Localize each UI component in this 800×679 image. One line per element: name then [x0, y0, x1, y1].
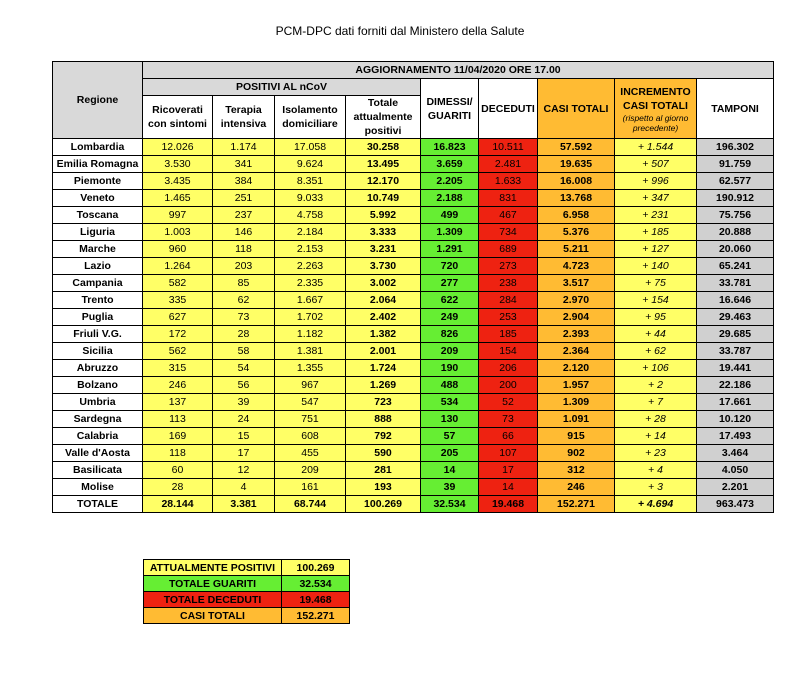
cell-casi-totali: 16.008	[538, 173, 615, 190]
cell-deceduti: 734	[479, 224, 538, 241]
header-terapia: Terapia intensiva	[213, 96, 275, 139]
cell-ricoverati: 582	[143, 275, 213, 292]
table-row	[53, 139, 774, 156]
cell-deceduti: 73	[479, 411, 538, 428]
cell-dimessi: 205	[421, 445, 479, 462]
cell-deceduti: 52	[479, 394, 538, 411]
header-incremento	[615, 79, 697, 139]
cell-totale-positivi: 590	[346, 445, 421, 462]
cell-totale-positivi: 13.495	[346, 156, 421, 173]
cell-incremento: + 185	[615, 224, 697, 241]
cell-incremento: + 4	[615, 462, 697, 479]
table-row	[53, 445, 774, 462]
cell-incremento: + 75	[615, 275, 697, 292]
cell-totale-positivi: 30.258	[346, 139, 421, 156]
table-row	[53, 258, 774, 275]
cell-regione: Umbria	[53, 394, 143, 411]
cell-deceduti: 831	[479, 190, 538, 207]
header-update: AGGIORNAMENTO 11/04/2020 ORE 17.00	[143, 62, 774, 79]
cell-casi-totali: 4.723	[538, 258, 615, 275]
cell-regione: Bolzano	[53, 377, 143, 394]
table-row	[53, 343, 774, 360]
cell-totale-positivi: 1.382	[346, 326, 421, 343]
cell-tamponi: 65.241	[697, 258, 774, 275]
cell-totale-positivi: 281	[346, 462, 421, 479]
cell-incremento: + 996	[615, 173, 697, 190]
cell-totale-positivi: 3.002	[346, 275, 421, 292]
cell-regione: Lazio	[53, 258, 143, 275]
cell-deceduti: 66	[479, 428, 538, 445]
table-row	[53, 377, 774, 394]
cell-totale-positivi: 888	[346, 411, 421, 428]
cell-ricoverati: 246	[143, 377, 213, 394]
cell-ricoverati: 997	[143, 207, 213, 224]
cell-tamponi: 17.493	[697, 428, 774, 445]
cell-incremento: + 62	[615, 343, 697, 360]
summary-row	[144, 592, 350, 608]
cell-totale-positivi: 2.402	[346, 309, 421, 326]
cell-regione: Marche	[53, 241, 143, 258]
table-row	[53, 190, 774, 207]
cell-tamponi: 3.464	[697, 445, 774, 462]
cell-casi-totali: 13.768	[538, 190, 615, 207]
cell-dimessi: 622	[421, 292, 479, 309]
source-caption: PCM-DPC dati forniti dal Ministero della Salute	[275, 24, 525, 38]
cell-casi-totali: 1.309	[538, 394, 615, 411]
totals-row	[53, 496, 774, 513]
cell-totale-positivi: 1.269	[346, 377, 421, 394]
cell-regione: Basilicata	[53, 462, 143, 479]
cell-ricoverati: 1.264	[143, 258, 213, 275]
cell-ricoverati: 12.026	[143, 139, 213, 156]
cell-ricoverati: 172	[143, 326, 213, 343]
cell-terapia: 251	[213, 190, 275, 207]
summary-label: TOTALE GUARITI	[144, 576, 282, 592]
cell-casi-totali: 915	[538, 428, 615, 445]
cell-tamponi: 91.759	[697, 156, 774, 173]
cell-dimessi: 2.205	[421, 173, 479, 190]
cell-dimessi: 1.309	[421, 224, 479, 241]
cell-totale-positivi: 723	[346, 394, 421, 411]
cell-dimessi: 534	[421, 394, 479, 411]
cell-isolamento: 1.355	[275, 360, 346, 377]
cell-isolamento: 17.058	[275, 139, 346, 156]
cell-terapia: 73	[213, 309, 275, 326]
header-dimessi: DIMESSI/ GUARITI	[421, 79, 479, 139]
table-row	[53, 309, 774, 326]
cell-terapia: 4	[213, 479, 275, 496]
cell-terapia: 24	[213, 411, 275, 428]
cell-incremento: + 7	[615, 394, 697, 411]
cell-terapia: 118	[213, 241, 275, 258]
cell-isolamento: 68.744	[275, 496, 346, 513]
cell-isolamento: 547	[275, 394, 346, 411]
cell-regione: Sicilia	[53, 343, 143, 360]
header-incremento-label: INCREMENTO CASI TOTALI	[620, 85, 691, 112]
summary-value: 152.271	[282, 608, 350, 624]
cell-terapia: 15	[213, 428, 275, 445]
cell-dimessi: 499	[421, 207, 479, 224]
cell-terapia: 1.174	[213, 139, 275, 156]
cell-ricoverati: 1.003	[143, 224, 213, 241]
cell-totale-positivi: 792	[346, 428, 421, 445]
cell-totale-positivi: 5.992	[346, 207, 421, 224]
cell-incremento: + 1.544	[615, 139, 697, 156]
cell-isolamento: 4.758	[275, 207, 346, 224]
cell-terapia: 62	[213, 292, 275, 309]
cell-dimessi: 209	[421, 343, 479, 360]
cell-incremento: + 23	[615, 445, 697, 462]
cell-ricoverati: 113	[143, 411, 213, 428]
cell-regione: Toscana	[53, 207, 143, 224]
cell-casi-totali: 2.364	[538, 343, 615, 360]
cell-dimessi: 32.534	[421, 496, 479, 513]
cell-terapia: 12	[213, 462, 275, 479]
cell-ricoverati: 3.435	[143, 173, 213, 190]
cell-regione: Abruzzo	[53, 360, 143, 377]
cell-ricoverati: 3.530	[143, 156, 213, 173]
header-deceduti: DECEDUTI	[479, 79, 538, 139]
table-row	[53, 394, 774, 411]
cell-dimessi: 1.291	[421, 241, 479, 258]
cell-casi-totali: 1.957	[538, 377, 615, 394]
cell-isolamento: 9.624	[275, 156, 346, 173]
cell-isolamento: 751	[275, 411, 346, 428]
cell-casi-totali: 152.271	[538, 496, 615, 513]
cell-ricoverati: 335	[143, 292, 213, 309]
cell-regione: Campania	[53, 275, 143, 292]
cell-casi-totali: 246	[538, 479, 615, 496]
cell-regione: Veneto	[53, 190, 143, 207]
cell-totale-positivi: 100.269	[346, 496, 421, 513]
cell-isolamento: 1.667	[275, 292, 346, 309]
cell-dimessi: 16.823	[421, 139, 479, 156]
cell-isolamento: 1.381	[275, 343, 346, 360]
cell-regione: Piemonte	[53, 173, 143, 190]
header-regione: Regione	[53, 62, 143, 139]
cell-tamponi: 190.912	[697, 190, 774, 207]
cell-totale-positivi: 2.064	[346, 292, 421, 309]
cell-tamponi: 33.787	[697, 343, 774, 360]
cell-terapia: 54	[213, 360, 275, 377]
cell-totale-positivi: 1.724	[346, 360, 421, 377]
cell-deceduti: 17	[479, 462, 538, 479]
cell-casi-totali: 312	[538, 462, 615, 479]
cell-deceduti: 19.468	[479, 496, 538, 513]
cell-ricoverati: 1.465	[143, 190, 213, 207]
cell-totale-positivi: 3.730	[346, 258, 421, 275]
cell-incremento: + 106	[615, 360, 697, 377]
cell-isolamento: 209	[275, 462, 346, 479]
cell-terapia: 203	[213, 258, 275, 275]
cell-casi-totali: 5.211	[538, 241, 615, 258]
cell-isolamento: 608	[275, 428, 346, 445]
cell-incremento: + 231	[615, 207, 697, 224]
cell-regione: Valle d'Aosta	[53, 445, 143, 462]
cell-ricoverati: 562	[143, 343, 213, 360]
table-row	[53, 241, 774, 258]
cell-totale-positivi: 2.001	[346, 343, 421, 360]
cell-incremento: + 2	[615, 377, 697, 394]
cell-dimessi: 190	[421, 360, 479, 377]
cell-tamponi: 196.302	[697, 139, 774, 156]
cell-regione: Trento	[53, 292, 143, 309]
header-ricoverati: Ricoverati con sintomi	[143, 96, 213, 139]
header-isolamento: Isolamento domiciliare	[275, 96, 346, 139]
summary-label: TOTALE DECEDUTI	[144, 592, 282, 608]
cell-isolamento: 1.702	[275, 309, 346, 326]
cell-totale-positivi: 12.170	[346, 173, 421, 190]
cell-ricoverati: 137	[143, 394, 213, 411]
cell-deceduti: 206	[479, 360, 538, 377]
cell-deceduti: 185	[479, 326, 538, 343]
cell-regione: Calabria	[53, 428, 143, 445]
summary-row	[144, 560, 350, 576]
cell-terapia: 237	[213, 207, 275, 224]
cell-ricoverati: 627	[143, 309, 213, 326]
summary-row	[144, 576, 350, 592]
cell-casi-totali: 3.517	[538, 275, 615, 292]
cell-ricoverati: 60	[143, 462, 213, 479]
cell-terapia: 341	[213, 156, 275, 173]
cell-casi-totali: 2.904	[538, 309, 615, 326]
cell-tamponi: 22.186	[697, 377, 774, 394]
cell-casi-totali: 2.970	[538, 292, 615, 309]
cell-casi-totali: 2.393	[538, 326, 615, 343]
covid-table	[52, 61, 774, 513]
cell-deceduti: 253	[479, 309, 538, 326]
cell-terapia: 56	[213, 377, 275, 394]
cell-tamponi: 20.888	[697, 224, 774, 241]
cell-tamponi: 19.441	[697, 360, 774, 377]
cell-casi-totali: 19.635	[538, 156, 615, 173]
table-row	[53, 479, 774, 496]
cell-deceduti: 107	[479, 445, 538, 462]
cell-regione: Sardegna	[53, 411, 143, 428]
cell-ricoverati: 28.144	[143, 496, 213, 513]
cell-tamponi: 62.577	[697, 173, 774, 190]
cell-isolamento: 455	[275, 445, 346, 462]
cell-tamponi: 75.756	[697, 207, 774, 224]
cell-incremento: + 95	[615, 309, 697, 326]
table-row	[53, 411, 774, 428]
cell-ricoverati: 315	[143, 360, 213, 377]
cell-terapia: 58	[213, 343, 275, 360]
table-row	[53, 292, 774, 309]
cell-totale-positivi: 193	[346, 479, 421, 496]
cell-dimessi: 130	[421, 411, 479, 428]
cell-tamponi: 4.050	[697, 462, 774, 479]
summary-value: 32.534	[282, 576, 350, 592]
summary-table	[143, 559, 350, 624]
summary-row	[144, 608, 350, 624]
cell-isolamento: 8.351	[275, 173, 346, 190]
cell-incremento: + 3	[615, 479, 697, 496]
cell-dimessi: 14	[421, 462, 479, 479]
cell-tamponi: 963.473	[697, 496, 774, 513]
header-casi-totali: CASI TOTALI	[538, 79, 615, 139]
cell-isolamento: 1.182	[275, 326, 346, 343]
cell-isolamento: 2.335	[275, 275, 346, 292]
table-row	[53, 326, 774, 343]
table-row	[53, 275, 774, 292]
table-row	[53, 207, 774, 224]
cell-totale-positivi: 3.333	[346, 224, 421, 241]
cell-deceduti: 284	[479, 292, 538, 309]
cell-dimessi: 39	[421, 479, 479, 496]
cell-regione: Emilia Romagna	[53, 156, 143, 173]
cell-incremento: + 140	[615, 258, 697, 275]
cell-terapia: 384	[213, 173, 275, 190]
cell-incremento: + 28	[615, 411, 697, 428]
cell-terapia: 146	[213, 224, 275, 241]
cell-terapia: 85	[213, 275, 275, 292]
cell-dimessi: 720	[421, 258, 479, 275]
cell-terapia: 3.381	[213, 496, 275, 513]
cell-dimessi: 2.188	[421, 190, 479, 207]
cell-dimessi: 3.659	[421, 156, 479, 173]
summary-value: 19.468	[282, 592, 350, 608]
cell-tamponi: 17.661	[697, 394, 774, 411]
header-tamponi: TAMPONI	[697, 79, 774, 139]
cell-dimessi: 277	[421, 275, 479, 292]
cell-casi-totali: 902	[538, 445, 615, 462]
cell-incremento: + 154	[615, 292, 697, 309]
cell-terapia: 17	[213, 445, 275, 462]
cell-regione: Molise	[53, 479, 143, 496]
cell-deceduti: 689	[479, 241, 538, 258]
cell-dimessi: 826	[421, 326, 479, 343]
cell-tamponi: 33.781	[697, 275, 774, 292]
cell-deceduti: 467	[479, 207, 538, 224]
cell-regione: Liguria	[53, 224, 143, 241]
cell-tamponi: 29.685	[697, 326, 774, 343]
cell-deceduti: 2.481	[479, 156, 538, 173]
cell-totale-positivi: 3.231	[346, 241, 421, 258]
cell-tamponi: 10.120	[697, 411, 774, 428]
cell-regione: Lombardia	[53, 139, 143, 156]
cell-ricoverati: 118	[143, 445, 213, 462]
cell-ricoverati: 169	[143, 428, 213, 445]
cell-casi-totali: 57.592	[538, 139, 615, 156]
cell-tamponi: 16.646	[697, 292, 774, 309]
cell-casi-totali: 2.120	[538, 360, 615, 377]
cell-incremento: + 14	[615, 428, 697, 445]
table-row	[53, 462, 774, 479]
header-positivi: POSITIVI AL nCoV	[143, 79, 421, 96]
cell-regione: TOTALE	[53, 496, 143, 513]
cell-regione: Puglia	[53, 309, 143, 326]
cell-ricoverati: 960	[143, 241, 213, 258]
header-incremento-note: (rispetto al giorno precedente)	[622, 112, 689, 133]
cell-incremento: + 44	[615, 326, 697, 343]
cell-terapia: 39	[213, 394, 275, 411]
cell-isolamento: 161	[275, 479, 346, 496]
cell-isolamento: 2.153	[275, 241, 346, 258]
cell-casi-totali: 6.958	[538, 207, 615, 224]
cell-incremento: + 127	[615, 241, 697, 258]
cell-isolamento: 2.184	[275, 224, 346, 241]
table-row	[53, 360, 774, 377]
cell-incremento: + 4.694	[615, 496, 697, 513]
cell-ricoverati: 28	[143, 479, 213, 496]
cell-deceduti: 10.511	[479, 139, 538, 156]
table-row	[53, 428, 774, 445]
cell-dimessi: 57	[421, 428, 479, 445]
cell-tamponi: 20.060	[697, 241, 774, 258]
cell-deceduti: 14	[479, 479, 538, 496]
cell-deceduti: 238	[479, 275, 538, 292]
summary-value: 100.269	[282, 560, 350, 576]
cell-casi-totali: 1.091	[538, 411, 615, 428]
cell-tamponi: 2.201	[697, 479, 774, 496]
cell-regione: Friuli V.G.	[53, 326, 143, 343]
cell-casi-totali: 5.376	[538, 224, 615, 241]
cell-tamponi: 29.463	[697, 309, 774, 326]
table-row	[53, 156, 774, 173]
cell-dimessi: 488	[421, 377, 479, 394]
cell-deceduti: 1.633	[479, 173, 538, 190]
summary-label: ATTUALMENTE POSITIVI	[144, 560, 282, 576]
header-totale-positivi: Totale attualmente positivi	[346, 96, 421, 139]
cell-deceduti: 273	[479, 258, 538, 275]
cell-isolamento: 2.263	[275, 258, 346, 275]
cell-totale-positivi: 10.749	[346, 190, 421, 207]
cell-incremento: + 507	[615, 156, 697, 173]
cell-deceduti: 200	[479, 377, 538, 394]
cell-isolamento: 9.033	[275, 190, 346, 207]
table-row	[53, 173, 774, 190]
summary-label: CASI TOTALI	[144, 608, 282, 624]
cell-dimessi: 249	[421, 309, 479, 326]
cell-isolamento: 967	[275, 377, 346, 394]
cell-incremento: + 347	[615, 190, 697, 207]
cell-deceduti: 154	[479, 343, 538, 360]
cell-terapia: 28	[213, 326, 275, 343]
table-row	[53, 224, 774, 241]
